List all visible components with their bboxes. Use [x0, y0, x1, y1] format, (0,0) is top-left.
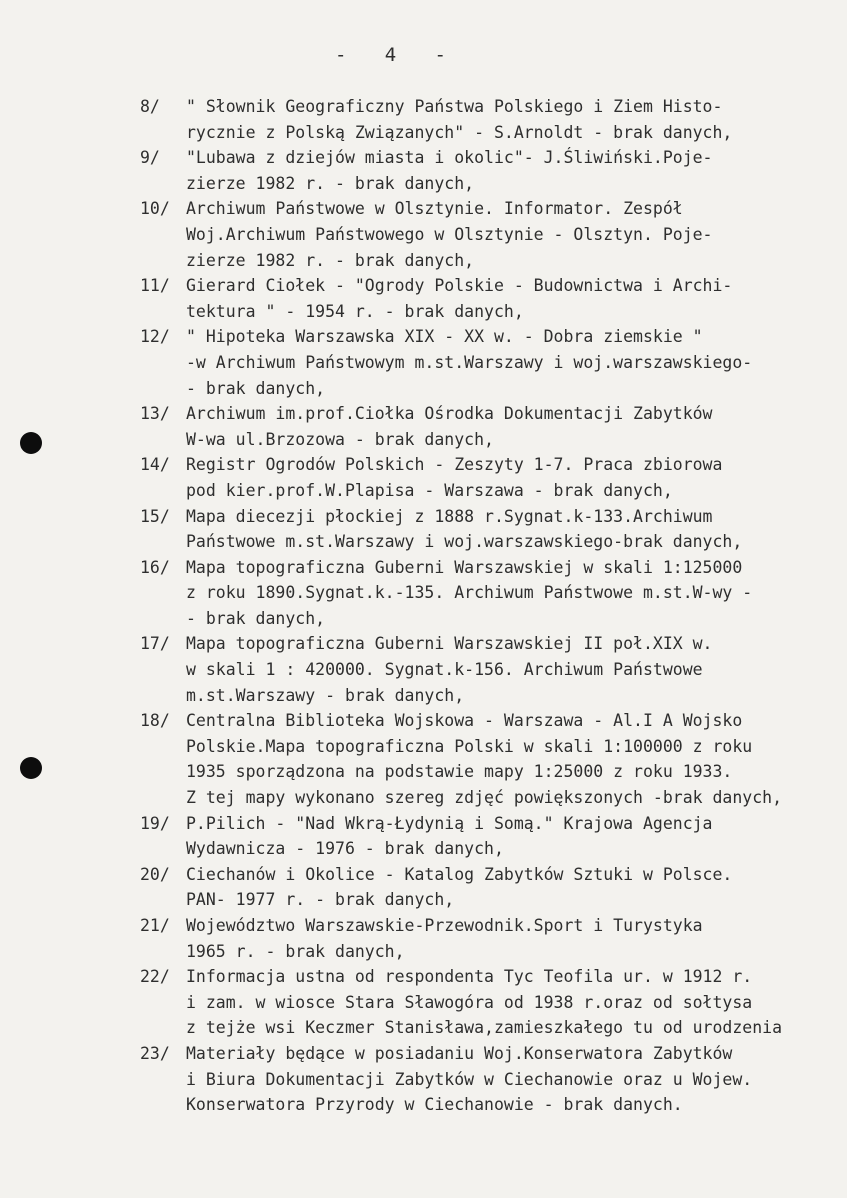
reference-entry: [0, 708, 847, 810]
entry-line: tektura " - 1954 r. - brak danych,: [186, 301, 524, 321]
entry-text: [186, 555, 847, 632]
entry-number: 20/: [140, 864, 170, 884]
entry-line: Mapa topograficzna Guberni Warszawskiej II poł.XIX w.: [186, 634, 713, 654]
entry-number: 23/: [140, 1043, 170, 1063]
entry-line: Wydawnicza - 1976 - brak danych,: [186, 839, 504, 859]
entry-line: Woj.Archiwum Państwowego w Olsztynie - Olsztyn. Poje-: [186, 224, 713, 244]
entry-number: 10/: [140, 199, 170, 219]
entry-number: 18/: [140, 711, 170, 731]
entry-line: Centralna Biblioteka Wojskowa - Warszawa - Al.I A Wojsko: [186, 711, 743, 731]
entry-line: Polskie.Mapa topograficzna Polski w skali 1:100000 z roku: [186, 736, 753, 756]
entry-line: i zam. w wiosce Stara Sławogóra od 1938 r.oraz od sołtysa: [186, 992, 753, 1012]
entry-number: 16/: [140, 557, 170, 577]
entry-number: 15/: [140, 506, 170, 526]
entry-line: - brak danych,: [186, 608, 326, 628]
entry-text: [186, 452, 847, 503]
entry-text: [186, 145, 847, 196]
entry-line: " Słownik Geograficzny Państwa Polskiego i Ziem Histo-: [186, 97, 723, 116]
reference-entry: [0, 964, 847, 1041]
entry-text: [186, 324, 847, 401]
entry-line: Registr Ogrodów Polskich - Zeszyty 1-7. Praca zbiorowa: [186, 455, 723, 475]
entry-line: Informacja ustna od respondenta Tyc Teofila ur. w 1912 r.: [186, 967, 753, 987]
reference-entry: [0, 196, 847, 273]
entry-text: [186, 913, 847, 964]
entry-line: Archiwum im.prof.Ciołka Ośrodka Dokumentacji Zabytków: [186, 404, 713, 424]
reference-list: [0, 94, 847, 1118]
entry-line: i Biura Dokumentacji Zabytków w Ciechanowie oraz u Wojew.: [186, 1069, 753, 1089]
entry-line: zierze 1982 r. - brak danych,: [186, 250, 475, 270]
reference-entry: [0, 1041, 847, 1118]
entry-number: 9/: [140, 148, 160, 168]
entry-number: 19/: [140, 813, 170, 833]
entry-text: [186, 273, 847, 324]
entry-line: Gierard Ciołek - "Ogrody Polskie - Budownictwa i Archi-: [186, 276, 733, 296]
entry-line: m.st.Warszawy - brak danych,: [186, 685, 465, 705]
entry-line: Ciechanów i Okolice - Katalog Zabytków Sztuki w Polsce.: [186, 864, 733, 884]
entry-text: [186, 504, 847, 555]
entry-line: " Hipoteka Warszawska XIX - XX w. - Dobra ziemskie ": [186, 327, 703, 347]
entry-line: Mapa topograficzna Guberni Warszawskiej w skali 1:125000: [186, 557, 743, 577]
entry-line: z tejże wsi Keczmer Stanisława,zamieszkałego tu od urodzenia: [186, 1018, 783, 1038]
reference-entry: [0, 862, 847, 913]
reference-entry: [0, 145, 847, 196]
reference-entry: [0, 631, 847, 708]
reference-entry: [0, 452, 847, 503]
entry-number: 11/: [140, 276, 170, 296]
entry-line: W-wa ul.Brzozowa - brak danych,: [186, 429, 494, 449]
entry-number: 8/: [140, 97, 160, 116]
entry-text: [186, 94, 847, 145]
reference-entry: [0, 401, 847, 452]
entry-line: Materiały będące w posiadaniu Woj.Konserwatora Zabytków: [186, 1043, 733, 1063]
reference-entry: [0, 555, 847, 632]
entry-number: 13/: [140, 404, 170, 424]
entry-number: 21/: [140, 916, 170, 935]
entry-number: 12/: [140, 327, 170, 347]
reference-entry: [0, 811, 847, 862]
entry-text: [186, 631, 847, 708]
entry-line: Archiwum Państwowe w Olsztynie. Informator. Zespół: [186, 199, 683, 219]
entry-number: 22/: [140, 967, 170, 987]
entry-text: [186, 708, 847, 810]
entry-text: [186, 196, 847, 273]
entry-line: Państwowe m.st.Warszawy i woj.warszawskiego-brak danych,: [186, 532, 743, 552]
entry-line: 1935 sporządzona na podstawie mapy 1:25000 z roku 1933.: [186, 762, 733, 782]
entry-line: PAN- 1977 r. - brak danych,: [186, 890, 455, 910]
entry-line: - brak danych,: [186, 378, 326, 398]
entry-number: 17/: [140, 634, 170, 654]
entry-line: z roku 1890.Sygnat.k.-135. Archiwum Państwowe m.st.W-wy -: [186, 583, 753, 603]
entry-line: "Lubawa z dziejów miasta i okolic"- J.Śliwiński.Poje-: [186, 148, 713, 168]
entry-text: [186, 811, 847, 862]
entry-line: -w Archiwum Państwowym m.st.Warszawy i woj.warszawskiego-: [186, 352, 753, 372]
entry-line: w skali 1 : 420000. Sygnat.k-156. Archiwum Państwowe: [186, 660, 703, 680]
reference-entry: [0, 273, 847, 324]
entry-text: [186, 964, 847, 1041]
entry-line: P.Pilich - "Nad Wkrą-Łydynią i Somą." Krajowa Agencja: [186, 813, 713, 833]
page-number: - 4 -: [335, 44, 447, 66]
entry-line: 1965 r. - brak danych,: [186, 941, 405, 961]
reference-entry: [0, 913, 847, 964]
entry-line: Województwo Warszawskie-Przewodnik.Sport i Turystyka: [186, 916, 703, 935]
entry-line: Z tej mapy wykonano szereg zdjęć powiększonych -brak danych,: [186, 788, 783, 808]
entry-text: [186, 401, 847, 452]
entry-line: rycznie z Polską Związanych" - S.Arnoldt - brak danych,: [186, 122, 733, 142]
reference-entry: [0, 504, 847, 555]
reference-entry: [0, 324, 847, 401]
entry-line: pod kier.prof.W.Plapisa - Warszawa - brak danych,: [186, 480, 673, 500]
entry-text: [186, 862, 847, 913]
reference-entry: [0, 94, 847, 145]
entry-line: Mapa diecezji płockiej z 1888 r.Sygnat.k-133.Archiwum: [186, 506, 713, 526]
entry-line: zierze 1982 r. - brak danych,: [186, 173, 475, 193]
entry-line: Konserwatora Przyrody w Ciechanowie - brak danych.: [186, 1095, 683, 1115]
entry-text: [186, 1041, 847, 1118]
entry-number: 14/: [140, 455, 170, 475]
